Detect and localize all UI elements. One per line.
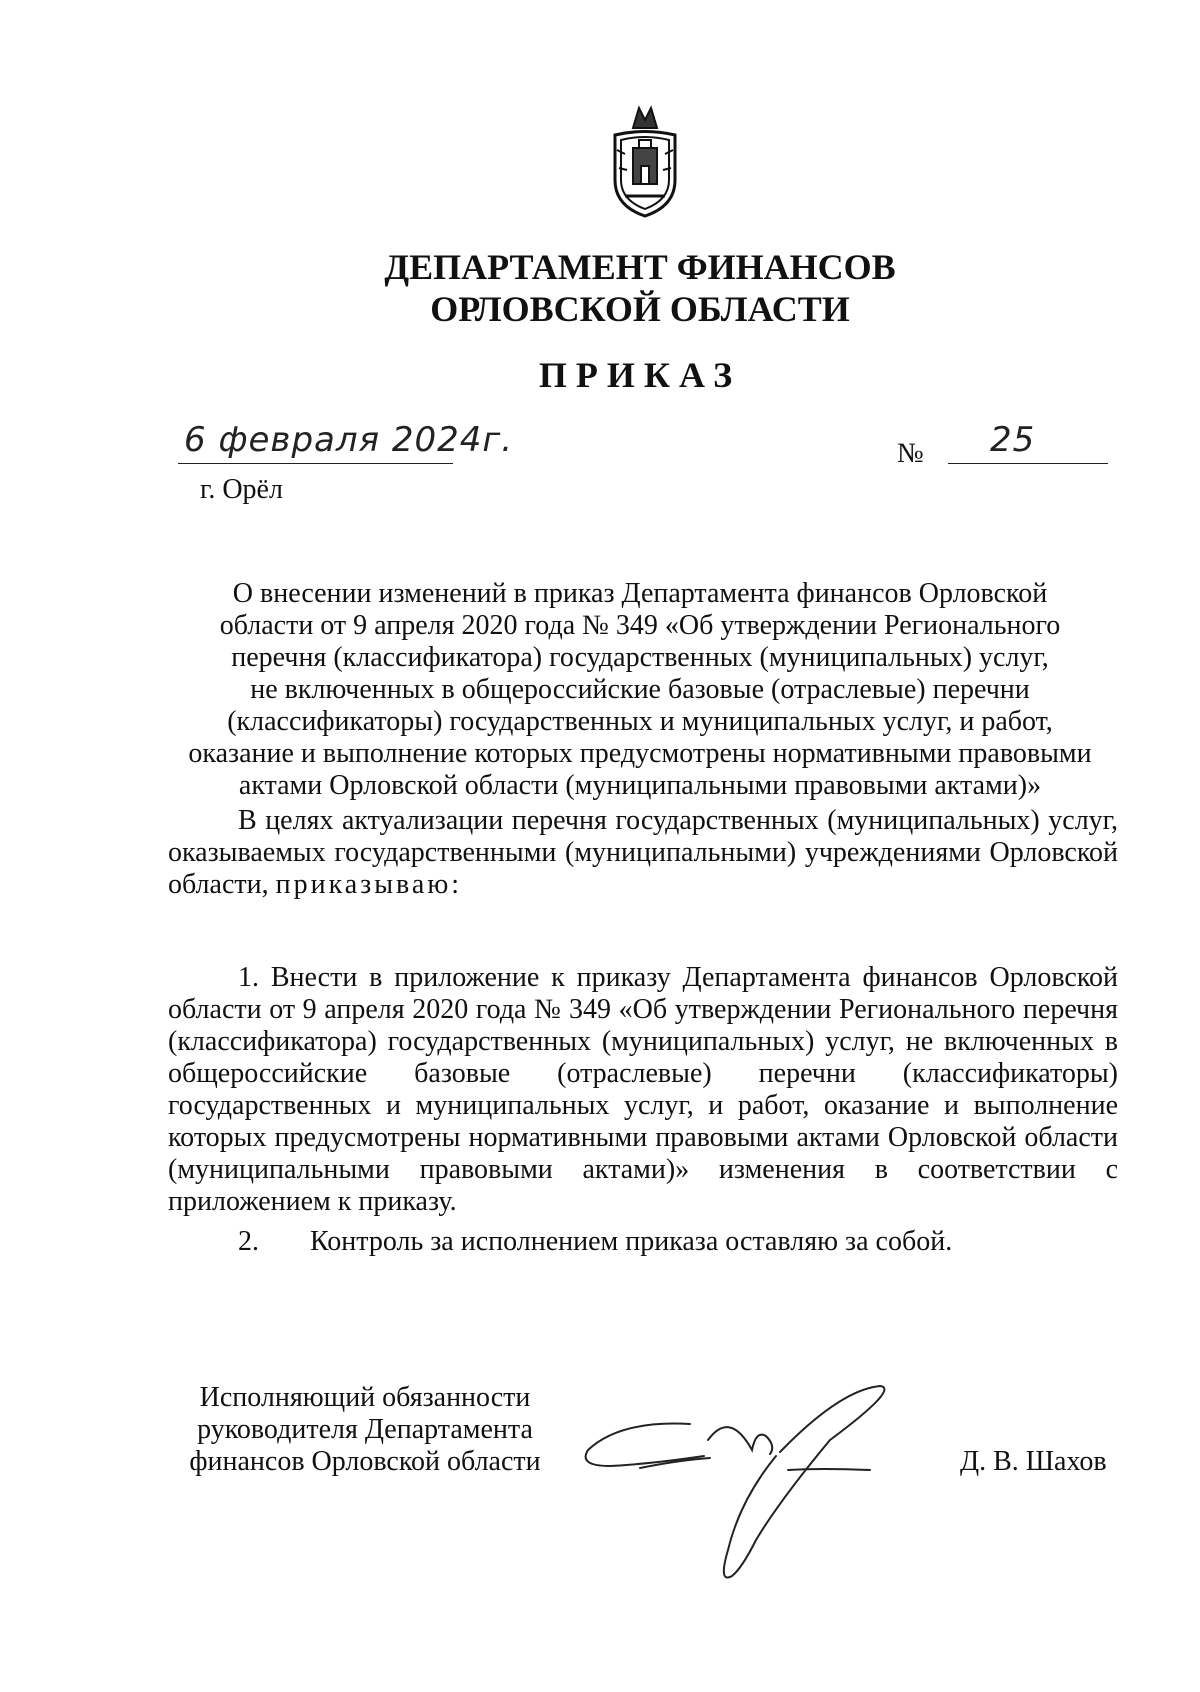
subject-line: оказание и выполнение которых предусмотрены нормативными правовыми — [188, 738, 1092, 769]
signatory-name: Д. В. Шахов — [960, 1446, 1107, 1477]
subject-line: актами Орловской области (муниципальными правовыми актами)» — [238, 770, 1042, 801]
number-label: № — [897, 438, 924, 469]
position-line: руководителя Департамента — [197, 1414, 533, 1445]
subject-line: О внесении изменений в приказ Департамента финансов Орловской — [232, 578, 1048, 609]
item-2-paragraph — [238, 1226, 952, 1258]
date-underline — [178, 463, 453, 464]
order-word: приказываю: — [275, 869, 463, 900]
coat-of-arms-icon — [595, 100, 695, 220]
item-2-text: Контроль за исполнением приказа оставляю за собой. — [310, 1226, 953, 1257]
department-line-1: ДЕПАРТАМЕНТ ФИНАНСОВ — [384, 247, 896, 287]
position-line: Исполняющий обязанности — [199, 1382, 531, 1413]
handwritten-date: 6 февраля 2024г. — [184, 420, 514, 460]
preamble-paragraph — [168, 805, 1118, 901]
item-1-paragraph: 1. Внести в приложение к приказу Департамента финансов Орловской области от 9 апреля 2020 года № 349 «Об утверждении Регионального перечня (классификатора) государственных (муниципальных) услуг, не включенных в общероссийские базовые (отраслевые) перечни (классификаторы) государственных и муниципальных услуг, и работ, оказание и выполнение которых предусмотрены нормативными правовыми актами Орловской области (муниципальными правовыми актами)» изменения в соответствии с приложением к приказу. — [168, 962, 1118, 1217]
handwritten-number: 25 — [990, 420, 1036, 460]
item-2-number: 2. — [238, 1226, 259, 1257]
department-line-2: ОРЛОВСКОЙ ОБЛАСТИ — [430, 289, 850, 329]
department-name — [320, 246, 960, 330]
preamble-text: В целях актуализации перечня государственных (муниципальных) услуг, оказываемых государственными (муниципальными) учреждениями Орловской области, — [168, 805, 1118, 900]
subject-line: (классификаторы) государственных и муниципальных услуг, и работ, — [227, 706, 1053, 737]
subject-line: области от 9 апреля 2020 года № 349 «Об утверждении Регионального — [219, 610, 1061, 641]
handwritten-signature — [580, 1380, 910, 1590]
number-underline — [948, 463, 1108, 464]
subject-line: не включенных в общероссийские базовые (отраслевые) перечни — [250, 674, 1030, 705]
position-line: финансов Орловской области — [189, 1446, 541, 1477]
document-type-title: ПРИКАЗ — [538, 355, 742, 395]
order-subject — [170, 578, 1110, 802]
signatory-position — [180, 1382, 550, 1478]
subject-line: перечня (классификатора) государственных (муниципальных) услуг, — [231, 642, 1049, 673]
city-label: г. Орёл — [200, 474, 283, 505]
